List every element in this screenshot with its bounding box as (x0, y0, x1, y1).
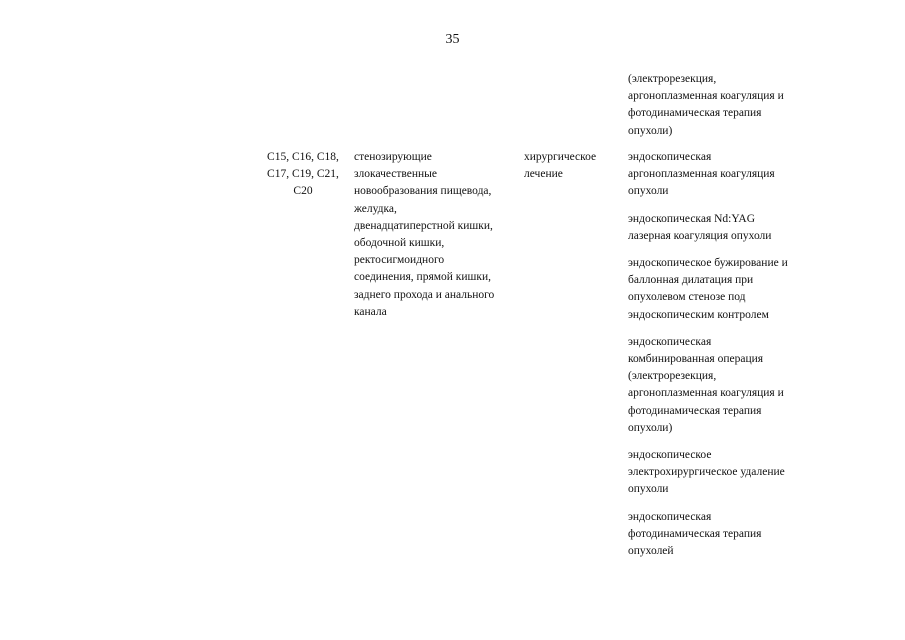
text-line: эндоскопическая Nd:YAG (628, 212, 755, 225)
text-line: лазерная коагуляция опухоли (628, 229, 772, 242)
diagnosis-cell (354, 149, 524, 321)
page-number: 35 (445, 32, 460, 47)
text-line: фотодинамическая терапия (628, 107, 762, 120)
method-item (628, 255, 828, 324)
text-line: заднего прохода и анального (354, 288, 495, 301)
method-item (628, 334, 828, 437)
text-line: аргоноплазменная коагуляция и (628, 90, 784, 103)
icd-codes-cell (259, 149, 347, 201)
method-item (628, 211, 828, 245)
text-line: комбинированная операция (628, 353, 764, 366)
text-line: аргоноплазменная коагуляция (628, 168, 775, 181)
text-line: лечение (524, 168, 563, 181)
text-line: эндоскопическим контролем (628, 308, 769, 321)
method-item (628, 447, 828, 499)
text-line: C17, C19, C21, (267, 168, 339, 181)
text-line: баллонная дилатация при (628, 274, 754, 287)
text-line: фотодинамическая терапия (628, 404, 762, 417)
text-line: аргоноплазменная коагуляция и (628, 387, 784, 400)
text-line: (электрорезекция, (628, 370, 717, 383)
text-line: опухоли (628, 483, 669, 496)
text-line: злокачественные (354, 168, 437, 181)
text-line: ректосигмоидного (354, 254, 445, 267)
text-line: эндоскопическая (628, 151, 712, 163)
treatment-type-cell (524, 149, 624, 183)
text-line: эндоскопическая (628, 510, 712, 523)
method-item (628, 149, 828, 201)
text-line: желудка, (354, 202, 397, 215)
text-line: C15, C16, C18, (267, 151, 339, 163)
text-line: опухоли) (628, 421, 673, 434)
text-line: новообразования пищевода, (354, 185, 492, 198)
text-line: хирургическое (524, 151, 597, 163)
treatment-methods-cell (628, 149, 828, 570)
continued-method-text (628, 71, 828, 140)
text-line: ободочной кишки, (354, 237, 445, 250)
text-line: опухоли) (628, 124, 673, 137)
text-line: электрохирургическое удаление (628, 466, 785, 479)
text-line: канала (354, 305, 387, 318)
text-line: опухолей (628, 545, 674, 558)
method-item (628, 509, 828, 561)
text-line: опухолевом стенозе под (628, 291, 746, 304)
text-line: фотодинамическая терапия (628, 527, 762, 540)
text-line: (электрорезекция, (628, 73, 717, 85)
text-line: эндоскопическая (628, 335, 712, 348)
text-line: C20 (293, 185, 313, 198)
text-line: двенадцатиперстной кишки, (354, 219, 493, 232)
text-line: опухоли (628, 185, 669, 198)
text-line: эндоскопическое бужирование и (628, 257, 788, 270)
text-line: соединения, прямой кишки, (354, 271, 492, 284)
text-line: эндоскопическое (628, 449, 712, 462)
text-line: стенозирующие (354, 151, 432, 163)
